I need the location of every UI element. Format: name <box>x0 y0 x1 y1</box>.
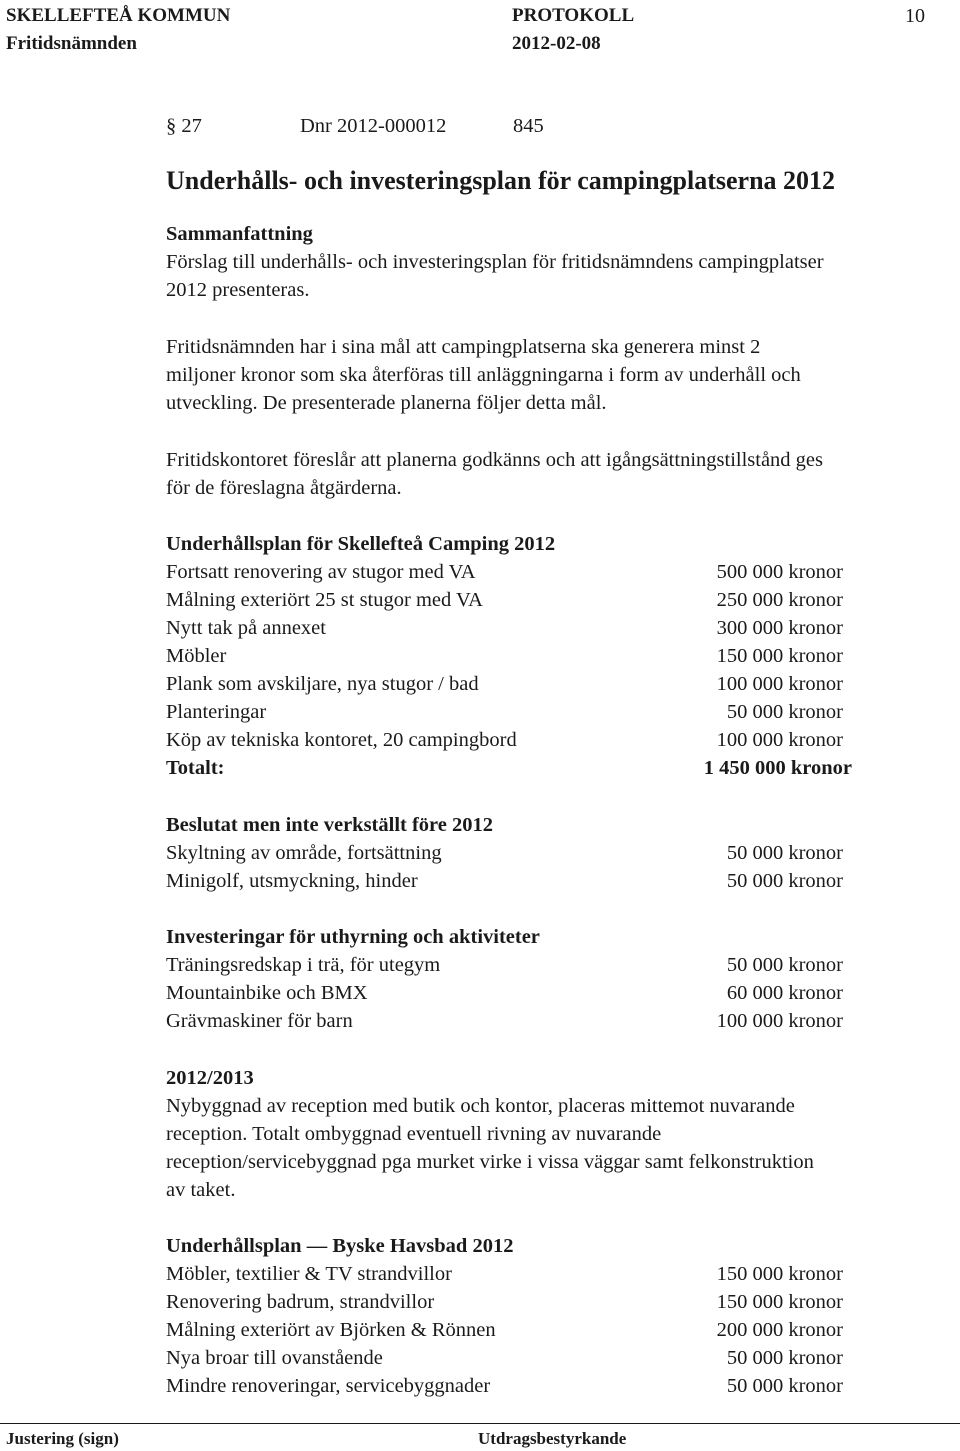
budget-item-amount: 50 000 kronor <box>726 1375 843 1397</box>
budget-item-amount: 150 000 kronor <box>716 645 843 667</box>
budget-item-amount: 50 000 kronor <box>726 870 843 892</box>
budget-item-label: Mindre renoveringar, servicebyggnader <box>166 1375 491 1397</box>
budget-item-label: Möbler <box>166 645 227 667</box>
org-name: SKELLEFTEÅ KOMMUN <box>6 5 231 26</box>
budget-item-amount: 500 000 kronor <box>716 561 843 583</box>
budget-item-amount: 50 000 kronor <box>726 954 843 976</box>
paragraph-goals <box>166 333 956 417</box>
paragraph-proposal <box>166 446 956 502</box>
budget-item-amount: 250 000 kronor <box>716 589 843 611</box>
budget-item-label: Fortsatt renovering av stugor med VA <box>166 561 476 583</box>
budget-item-label: Minigolf, utsmyckning, hinder <box>166 870 418 892</box>
budget-item-label: Planteringar <box>166 701 267 723</box>
budget-item-amount: 150 000 kronor <box>716 1263 843 1285</box>
total-label: Totalt: <box>166 757 225 779</box>
investments-heading: Investeringar för uthyrning och aktiviteter <box>166 926 540 948</box>
paragraph-line: reception/servicebyggnad pga murket virke i vissa väggar samt felkonstruktion <box>166 1151 814 1173</box>
paragraph-line: Fritidsnämnden har i sina mål att campingplatserna ska generera minst 2 <box>166 336 761 358</box>
skelleftea-plan-heading: Underhållsplan för Skellefteå Camping 2012 <box>166 533 556 555</box>
budget-item-label: Plank som avskiljare, nya stugor / bad <box>166 673 479 695</box>
budget-item-amount: 300 000 kronor <box>716 617 843 639</box>
budget-item-label: Skyltning av område, fortsättning <box>166 842 442 864</box>
case-line <box>166 112 202 140</box>
board-name: Fritidsnämnden <box>6 33 137 54</box>
paragraph-line: utveckling. De presenterade planerna följer detta mål. <box>166 392 607 414</box>
case-code: 845 <box>513 115 544 137</box>
doc-type: PROTOKOLL <box>512 5 635 26</box>
budget-item-label: Mountainbike och BMX <box>166 982 368 1004</box>
budget-item-amount: 100 000 kronor <box>716 1010 843 1032</box>
paragraph-line: Nybyggnad av reception med butik och kontor, placeras mittemot nuvarande <box>166 1095 795 1117</box>
budget-item-amount: 100 000 kronor <box>716 729 843 751</box>
budget-item-amount: 60 000 kronor <box>726 982 843 1004</box>
case-dnr: Dnr 2012-000012 <box>300 115 447 137</box>
budget-item-label: Grävmaskiner för barn <box>166 1010 353 1032</box>
plan-2012-2013 <box>166 1064 956 1204</box>
section-sign: § <box>166 115 177 137</box>
summary-line: Förslag till underhålls- och investeringsplan för fritidsnämndens campingplatser <box>166 251 824 273</box>
footer-signature-label: Justering (sign) <box>6 1429 119 1448</box>
footer-certification-label: Utdragsbestyrkande <box>478 1429 627 1448</box>
budget-item-label: Nytt tak på annexet <box>166 617 326 639</box>
decided-heading: Beslutat men inte verkställt före 2012 <box>166 814 493 836</box>
budget-item-label: Möbler, textilier & TV strandvillor <box>166 1263 452 1285</box>
budget-item-label: Målning exteriört 25 st stugor med VA <box>166 589 483 611</box>
budget-item-label: Köp av tekniska kontoret, 20 campingbord <box>166 729 517 751</box>
page-number: 10 <box>905 5 925 27</box>
budget-item-label: Målning exteriört av Björken & Rönnen <box>166 1319 496 1341</box>
budget-item-amount: 50 000 kronor <box>726 701 843 723</box>
budget-item-label: Nya broar till ovanstående <box>166 1347 383 1369</box>
plan-2012-2013-heading: 2012/2013 <box>166 1067 254 1089</box>
paragraph-line: Fritidskontoret föreslår att planerna godkänns och att igångsättningstillstånd ges <box>166 449 824 471</box>
budget-item-label: Träningsredskap i trä, för utegym <box>166 954 441 976</box>
budget-item-amount: 50 000 kronor <box>726 842 843 864</box>
meeting-date: 2012-02-08 <box>512 33 601 54</box>
paragraph-line: för de föreslagna åtgärderna. <box>166 477 402 499</box>
summary-heading: Sammanfattning <box>166 223 313 245</box>
footer-divider <box>0 1423 960 1424</box>
budget-item-amount: 50 000 kronor <box>726 1347 843 1369</box>
page-title: Underhålls- och investeringsplan för campingplatserna 2012 <box>166 166 836 195</box>
paragraph-line: av taket. <box>166 1179 236 1201</box>
total-amount: 1 450 000 kronor <box>703 757 852 779</box>
budget-item-label: Renovering badrum, strandvillor <box>166 1291 435 1313</box>
section-number: 27 <box>181 115 202 137</box>
paragraph-line: reception. Totalt ombyggnad eventuell rivning av nuvarande <box>166 1123 662 1145</box>
byske-plan-heading: Underhållsplan — Byske Havsbad 2012 <box>166 1235 514 1257</box>
budget-item-amount: 150 000 kronor <box>716 1291 843 1313</box>
budget-item-amount: 100 000 kronor <box>716 673 843 695</box>
summary-section <box>166 220 956 304</box>
paragraph-line: miljoner kronor som ska återföras till anläggningarna i form av underhåll och <box>166 364 801 386</box>
budget-item-amount: 200 000 kronor <box>716 1319 843 1341</box>
summary-line: 2012 presenteras. <box>166 279 310 301</box>
